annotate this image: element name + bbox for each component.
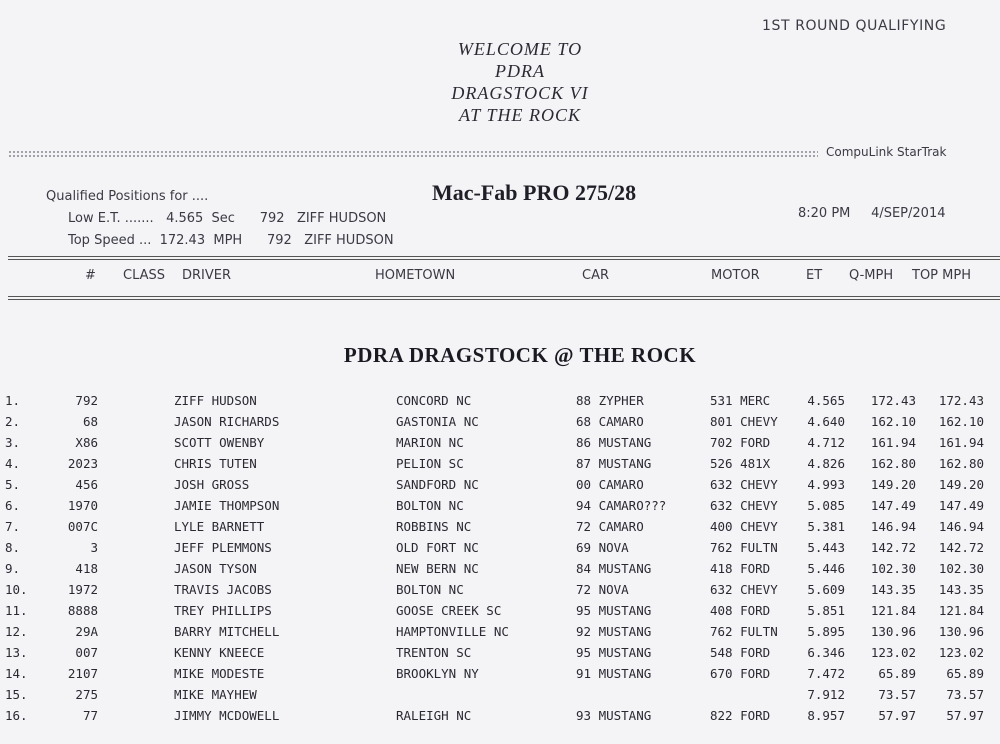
qualified-positions bbox=[46, 186, 394, 252]
topmph-cell: 172.43 bbox=[938, 393, 984, 408]
et-cell: 8.957 bbox=[807, 708, 845, 723]
table-row bbox=[0, 684, 1000, 705]
col-num: # bbox=[85, 268, 96, 283]
et-cell: 7.472 bbox=[807, 666, 845, 681]
motor-cell: 632 CHEVY bbox=[710, 498, 778, 513]
hometown-cell: GOOSE CREEK SC bbox=[396, 603, 502, 618]
table-row bbox=[0, 558, 1000, 579]
car-cell: 95 MUSTANG bbox=[576, 645, 652, 660]
car-cell: 68 CAMARO bbox=[576, 414, 644, 429]
qmph-cell: 162.80 bbox=[870, 456, 916, 471]
hometown-cell: PELION SC bbox=[396, 456, 464, 471]
table-row bbox=[0, 621, 1000, 642]
car-cell: 72 NOVA bbox=[576, 582, 629, 597]
motor-cell: 632 CHEVY bbox=[710, 477, 778, 492]
et-cell: 4.640 bbox=[807, 414, 845, 429]
qmph-cell: 146.94 bbox=[870, 519, 916, 534]
hometown-cell: HAMPTONVILLE NC bbox=[396, 624, 509, 639]
class-cell: 1970 bbox=[67, 498, 98, 513]
qmph-cell: 162.10 bbox=[870, 414, 916, 429]
class-cell: X86 bbox=[75, 435, 98, 450]
position-cell: 14. bbox=[5, 666, 28, 681]
car-cell: 94 CAMARO??? bbox=[576, 498, 667, 513]
hometown-cell: RALEIGH NC bbox=[396, 708, 472, 723]
header-rule-bottom bbox=[8, 296, 1000, 300]
topmph-cell: 130.96 bbox=[938, 624, 984, 639]
et-cell: 4.565 bbox=[807, 393, 845, 408]
qmph-cell: 172.43 bbox=[870, 393, 916, 408]
table-row bbox=[0, 705, 1000, 726]
class-cell: 1972 bbox=[67, 582, 98, 597]
et-cell: 7.912 bbox=[807, 687, 845, 702]
timestamp bbox=[798, 206, 945, 221]
motor-cell: 702 FORD bbox=[710, 435, 771, 450]
position-cell: 8. bbox=[5, 540, 21, 555]
motor-cell: 526 481X bbox=[710, 456, 771, 471]
topmph-cell: 162.80 bbox=[938, 456, 984, 471]
car-cell: 88 ZYPHER bbox=[576, 393, 644, 408]
table-row bbox=[0, 600, 1000, 621]
driver-cell: TRAVIS JACOBS bbox=[174, 582, 272, 597]
et-cell: 5.851 bbox=[807, 603, 845, 618]
motor-cell: 632 CHEVY bbox=[710, 582, 778, 597]
topmph-cell: 73.57 bbox=[946, 687, 984, 702]
hometown-cell: ROBBINS NC bbox=[396, 519, 472, 534]
table-row bbox=[0, 663, 1000, 684]
hometown-cell: BOLTON NC bbox=[396, 498, 464, 513]
qmph-cell: 147.49 bbox=[870, 498, 916, 513]
header-rule-top bbox=[8, 256, 1000, 260]
qmph-cell: 121.84 bbox=[870, 603, 916, 618]
topmph-cell: 149.20 bbox=[938, 477, 984, 492]
topmph-cell: 142.72 bbox=[938, 540, 984, 555]
car-cell: 91 MUSTANG bbox=[576, 666, 652, 681]
driver-cell: KENNY KNEECE bbox=[174, 645, 265, 660]
class-cell: 2107 bbox=[67, 666, 98, 681]
hometown-cell: MARION NC bbox=[396, 435, 464, 450]
position-cell: 15. bbox=[5, 687, 28, 702]
et-cell: 5.443 bbox=[807, 540, 845, 555]
hometown-cell: SANDFORD NC bbox=[396, 477, 479, 492]
time: 8:20 PM bbox=[798, 206, 851, 221]
results-table bbox=[0, 390, 1000, 726]
table-row bbox=[0, 390, 1000, 411]
et-cell: 4.712 bbox=[807, 435, 845, 450]
et-cell: 5.381 bbox=[807, 519, 845, 534]
driver-cell: JASON TYSON bbox=[174, 561, 257, 576]
car-cell: 72 CAMARO bbox=[576, 519, 644, 534]
table-row bbox=[0, 453, 1000, 474]
car-cell: 93 MUSTANG bbox=[576, 708, 652, 723]
table-row bbox=[0, 642, 1000, 663]
driver-cell: LYLE BARNETT bbox=[174, 519, 265, 534]
col-qmph: Q-MPH bbox=[849, 268, 894, 283]
topmph-cell: 65.89 bbox=[946, 666, 984, 681]
driver-cell: JIMMY MCDOWELL bbox=[174, 708, 280, 723]
topmph-cell: 146.94 bbox=[938, 519, 984, 534]
qmph-cell: 143.35 bbox=[870, 582, 916, 597]
driver-cell: CHRIS TUTEN bbox=[174, 456, 257, 471]
car-cell: 87 MUSTANG bbox=[576, 456, 652, 471]
position-cell: 12. bbox=[5, 624, 28, 639]
table-row bbox=[0, 516, 1000, 537]
class-title: Mac-Fab PRO 275/28 bbox=[432, 180, 637, 205]
qmph-cell: 57.97 bbox=[878, 708, 916, 723]
position-cell: 16. bbox=[5, 708, 28, 723]
system-label: CompuLink StarTrak bbox=[826, 145, 947, 159]
class-cell: 68 bbox=[82, 414, 98, 429]
qmph-cell: 65.89 bbox=[878, 666, 916, 681]
position-cell: 7. bbox=[5, 519, 21, 534]
welcome-line: AT THE ROCK bbox=[458, 105, 582, 125]
car-cell: 86 MUSTANG bbox=[576, 435, 652, 450]
topmph-cell: 143.35 bbox=[938, 582, 984, 597]
driver-cell: TREY PHILLIPS bbox=[174, 603, 272, 618]
position-cell: 1. bbox=[5, 393, 21, 408]
car-cell: 92 MUSTANG bbox=[576, 624, 652, 639]
hometown-cell: BROOKLYN NY bbox=[396, 666, 479, 681]
col-car: CAR bbox=[582, 268, 610, 283]
motor-cell: 762 FULTN bbox=[710, 624, 778, 639]
class-cell: 2023 bbox=[67, 456, 98, 471]
et-cell: 5.446 bbox=[807, 561, 845, 576]
class-cell: 77 bbox=[82, 708, 98, 723]
position-cell: 2. bbox=[5, 414, 21, 429]
driver-cell: JEFF PLEMMONS bbox=[174, 540, 272, 555]
qmph-cell: 149.20 bbox=[870, 477, 916, 492]
topmph-cell: 161.94 bbox=[938, 435, 984, 450]
top-speed-line: Top Speed ... 172.43 MPH 792 ZIFF HUDSON bbox=[68, 233, 394, 248]
qmph-cell: 161.94 bbox=[870, 435, 916, 450]
position-cell: 11. bbox=[5, 603, 28, 618]
welcome-line: PDRA bbox=[495, 61, 545, 81]
position-cell: 5. bbox=[5, 477, 21, 492]
table-row bbox=[0, 474, 1000, 495]
car-cell: 95 MUSTANG bbox=[576, 603, 652, 618]
qmph-cell: 102.30 bbox=[870, 561, 916, 576]
driver-cell: ZIFF HUDSON bbox=[174, 393, 257, 408]
motor-cell: 822 FORD bbox=[710, 708, 771, 723]
col-et: ET bbox=[806, 268, 823, 283]
position-cell: 9. bbox=[5, 561, 21, 576]
position-cell: 6. bbox=[5, 498, 21, 513]
motor-cell: 670 FORD bbox=[710, 666, 771, 681]
class-cell: 456 bbox=[75, 477, 98, 492]
table-row bbox=[0, 411, 1000, 432]
topmph-cell: 123.02 bbox=[938, 645, 984, 660]
motor-cell: 762 FULTN bbox=[710, 540, 778, 555]
class-cell: 275 bbox=[75, 687, 98, 702]
class-cell: 29A bbox=[75, 624, 98, 639]
driver-cell: JAMIE THOMPSON bbox=[174, 498, 280, 513]
round-label: 1ST ROUND QUALIFYING bbox=[762, 18, 947, 34]
motor-cell: 531 MERC bbox=[710, 393, 771, 408]
class-cell: 418 bbox=[75, 561, 98, 576]
class-cell: 8888 bbox=[67, 603, 98, 618]
dotted-divider bbox=[8, 150, 818, 158]
qualified-label: Qualified Positions for .... bbox=[46, 189, 209, 204]
qmph-cell: 142.72 bbox=[870, 540, 916, 555]
date: 4/SEP/2014 bbox=[871, 206, 946, 221]
qmph-cell: 73.57 bbox=[878, 687, 916, 702]
hometown-cell: GASTONIA NC bbox=[396, 414, 479, 429]
motor-cell: 801 CHEVY bbox=[710, 414, 778, 429]
position-cell: 13. bbox=[5, 645, 28, 660]
col-driver: DRIVER bbox=[182, 268, 232, 283]
car-cell: 84 MUSTANG bbox=[576, 561, 652, 576]
table-row bbox=[0, 579, 1000, 600]
position-cell: 3. bbox=[5, 435, 21, 450]
et-cell: 5.895 bbox=[807, 624, 845, 639]
class-cell: 792 bbox=[75, 393, 98, 408]
motor-cell: 418 FORD bbox=[710, 561, 771, 576]
et-cell: 5.085 bbox=[807, 498, 845, 513]
hometown-cell: TRENTON SC bbox=[396, 645, 472, 660]
topmph-cell: 121.84 bbox=[938, 603, 984, 618]
qmph-cell: 130.96 bbox=[870, 624, 916, 639]
motor-cell: 548 FORD bbox=[710, 645, 771, 660]
topmph-cell: 147.49 bbox=[938, 498, 984, 513]
table-row bbox=[0, 495, 1000, 516]
hometown-cell: NEW BERN NC bbox=[396, 561, 479, 576]
motor-cell: 408 FORD bbox=[710, 603, 771, 618]
event-title: PDRA DRAGSTOCK @ THE ROCK bbox=[343, 343, 697, 367]
welcome-line: DRAGSTOCK VI bbox=[451, 83, 589, 103]
col-topmph: TOP MPH bbox=[912, 268, 971, 283]
driver-cell: BARRY MITCHELL bbox=[174, 624, 280, 639]
position-cell: 4. bbox=[5, 456, 21, 471]
hometown-cell: BOLTON NC bbox=[396, 582, 464, 597]
position-cell: 10. bbox=[5, 582, 28, 597]
et-cell: 5.609 bbox=[807, 582, 845, 597]
topmph-cell: 102.30 bbox=[938, 561, 984, 576]
welcome-banner bbox=[360, 38, 680, 126]
col-hometown: HOMETOWN bbox=[375, 268, 456, 283]
motor-cell: 400 CHEVY bbox=[710, 519, 778, 534]
driver-cell: MIKE MAYHEW bbox=[174, 687, 257, 702]
hometown-cell: CONCORD NC bbox=[396, 393, 472, 408]
welcome-line: WELCOME TO bbox=[457, 39, 583, 59]
et-cell: 4.993 bbox=[807, 477, 845, 492]
col-class: CLASS bbox=[123, 268, 166, 283]
low-et-line: Low E.T. ....... 4.565 Sec 792 ZIFF HUDSON bbox=[68, 211, 387, 226]
topmph-cell: 162.10 bbox=[938, 414, 984, 429]
class-cell: 007 bbox=[75, 645, 98, 660]
et-cell: 4.826 bbox=[807, 456, 845, 471]
car-cell: 69 NOVA bbox=[576, 540, 629, 555]
hometown-cell: OLD FORT NC bbox=[396, 540, 479, 555]
qmph-cell: 123.02 bbox=[870, 645, 916, 660]
car-cell: 00 CAMARO bbox=[576, 477, 644, 492]
col-motor: MOTOR bbox=[711, 268, 760, 283]
class-cell: 007C bbox=[67, 519, 98, 534]
table-row bbox=[0, 537, 1000, 558]
driver-cell: JOSH GROSS bbox=[174, 477, 250, 492]
driver-cell: JASON RICHARDS bbox=[174, 414, 280, 429]
driver-cell: SCOTT OWENBY bbox=[174, 435, 265, 450]
et-cell: 6.346 bbox=[807, 645, 845, 660]
table-row bbox=[0, 432, 1000, 453]
class-cell: 3 bbox=[90, 540, 98, 555]
driver-cell: MIKE MODESTE bbox=[174, 666, 265, 681]
topmph-cell: 57.97 bbox=[946, 708, 984, 723]
